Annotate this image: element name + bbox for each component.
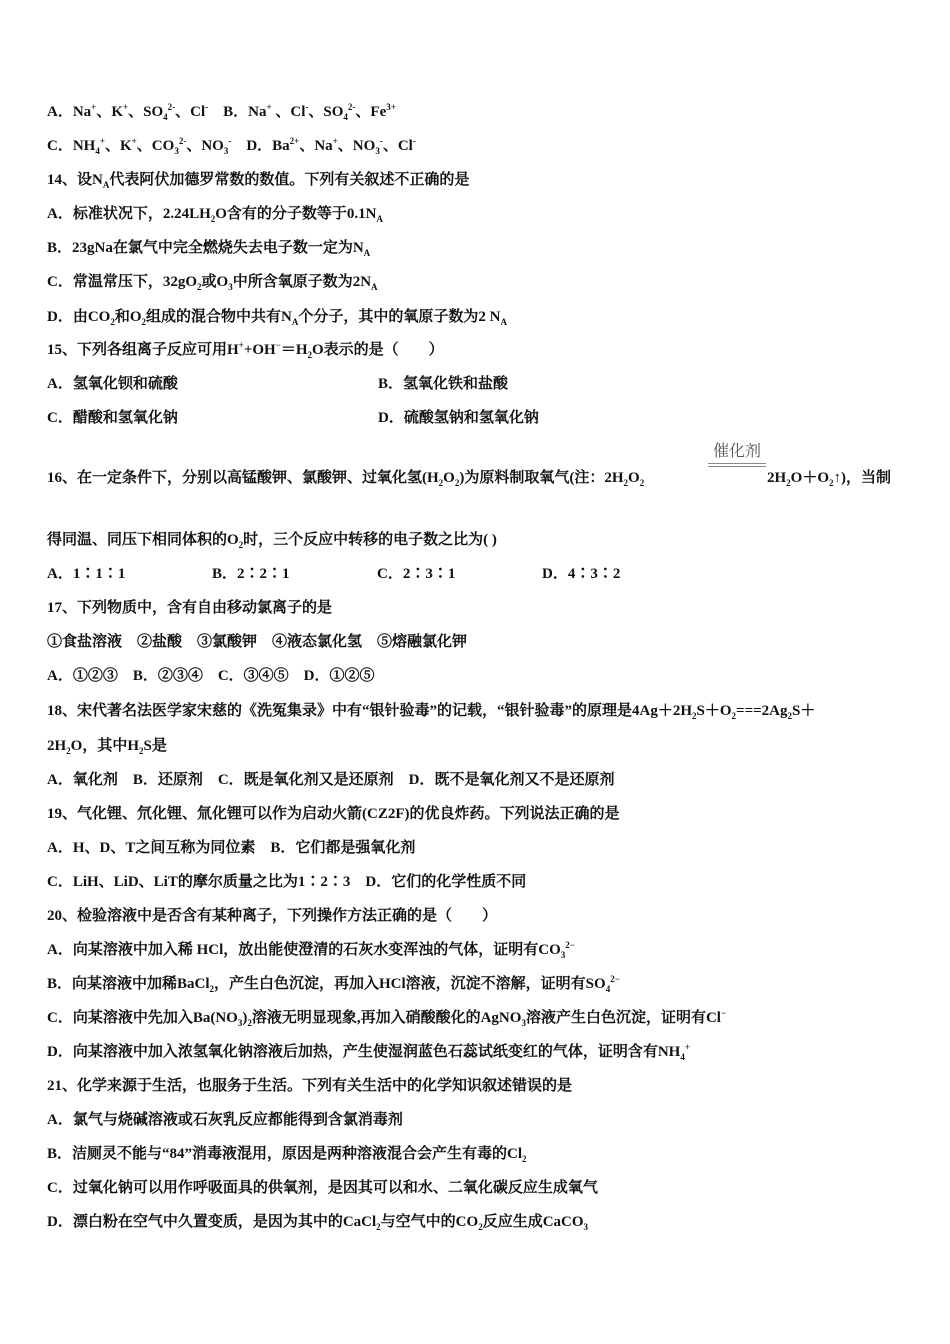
text-run xyxy=(542,564,620,584)
subscript: 2 xyxy=(829,478,834,488)
text-run xyxy=(47,272,378,292)
subscript: A xyxy=(371,282,378,292)
text: ↑)，当制 xyxy=(833,470,892,486)
subscript: A xyxy=(363,248,371,258)
text-run xyxy=(47,974,620,994)
text: A．氯气与烧碱溶液或石灰乳反应都能得到含氯消毒剂 xyxy=(47,1112,403,1128)
subscript: A xyxy=(102,180,110,190)
text-run xyxy=(47,204,383,224)
text: 2H xyxy=(47,738,67,754)
superscript: 2- xyxy=(178,136,187,146)
subscript: 2 xyxy=(623,478,629,488)
subscript: 3 xyxy=(521,1018,526,1028)
text: +OH xyxy=(243,342,276,358)
subscript: A xyxy=(291,317,299,327)
superscript: 2− xyxy=(610,974,620,984)
subscript: 3 xyxy=(375,146,380,156)
text-run xyxy=(47,838,415,858)
superscript: 2+ xyxy=(289,136,300,146)
subscript: 2 xyxy=(731,711,737,721)
text: 中所含氧原子数为2N xyxy=(232,274,372,290)
subscript: 4 xyxy=(605,984,611,994)
text: 18、宋代著名法医学家宋慈的《洗冤集录》中有“银针验毒”的记载，“银针验毒”的原理是4Ag＋2H xyxy=(47,703,693,719)
text-run xyxy=(47,804,620,824)
subscript: 2 xyxy=(438,478,444,488)
text: S＋O xyxy=(696,703,732,719)
text-run xyxy=(47,564,125,584)
subscript: 2 xyxy=(209,984,215,994)
subscript: 2 xyxy=(238,540,244,550)
text-run xyxy=(47,736,167,756)
subscript: 2 xyxy=(787,711,793,721)
text: 个分子，其中的氧原子数为2 N xyxy=(298,309,501,325)
text: 2H xyxy=(767,470,787,486)
text: O含有的分子数等于0.1N xyxy=(215,206,377,222)
subscript: A xyxy=(500,317,507,327)
superscript: + xyxy=(332,136,338,146)
subscript: 3 xyxy=(174,146,179,156)
subscript: 4 xyxy=(343,112,348,122)
text: 时，三个反应中转移的电子数之比为( ) xyxy=(243,532,497,548)
text: )为原料制取氧气(注：2H xyxy=(459,470,624,486)
text-run xyxy=(767,468,891,488)
text-run xyxy=(47,770,615,790)
superscript: - xyxy=(228,136,232,146)
text: 和O xyxy=(114,309,142,325)
text: 19、气化锂、氘化锂、氚化锂可以作为启动火箭(CZ2F)的优良炸药。下列说法正确的是 xyxy=(47,806,620,822)
subscript: 2 xyxy=(197,282,202,292)
text: O xyxy=(443,470,455,486)
text: ===2Ag xyxy=(736,703,788,719)
text: A．1∶1∶1 xyxy=(47,566,126,582)
text: 、SO xyxy=(308,104,344,120)
text-run xyxy=(47,1042,690,1062)
text-run xyxy=(47,632,467,652)
text: 、NO xyxy=(186,138,224,154)
text: D．漂白粉在空气中久置变质，是因为其中的CaCl xyxy=(47,1214,377,1230)
subscript: 2 xyxy=(66,746,71,756)
subscript: 2 xyxy=(141,317,147,327)
text: A．Na xyxy=(47,104,92,120)
superscript: + xyxy=(238,340,244,350)
text: 14、设N xyxy=(47,172,103,188)
text: 16、在一定条件下，分别以高锰酸钾、氯酸钾、过氧化氢(H xyxy=(47,470,439,486)
text: A．①②③ B．②③④ C．③④⑤ D．①②⑤ xyxy=(47,668,375,684)
text-run xyxy=(47,340,444,360)
text-run xyxy=(47,468,644,488)
superscript: - xyxy=(205,102,209,112)
text: C．过氧化钠可以用作呼吸面具的供氧剂，是因其可以和水、二氧化碳反应生成氧气 xyxy=(47,1180,598,1196)
text: C．NH xyxy=(47,138,96,154)
text-run xyxy=(47,307,507,327)
subscript: 2 xyxy=(110,317,115,327)
text: ) xyxy=(242,1010,248,1026)
text: D．Ba xyxy=(231,138,290,154)
text-run xyxy=(47,598,332,618)
text: ，产生白色沉淀，再加入HCl溶液，沉淀不溶解，证明有SO xyxy=(214,976,606,992)
text: 、K xyxy=(104,138,132,154)
superscript: 2− xyxy=(565,940,575,950)
superscript: - xyxy=(379,136,383,146)
superscript: + xyxy=(99,136,105,146)
text: A．标准状况下，2.24LH xyxy=(47,206,211,222)
text-run xyxy=(47,1178,598,1198)
text: D．由CO xyxy=(47,309,111,325)
text: ①食盐溶液 ②盐酸 ③氯酸钾 ④液态氯化氢 ⑤熔融氯化钾 xyxy=(47,634,468,650)
text: 溶液产生白色沉淀，证明有Cl xyxy=(525,1010,721,1026)
text: 、SO xyxy=(128,104,164,120)
equals-sign xyxy=(708,463,766,467)
text-run xyxy=(47,906,497,926)
superscript: 2- xyxy=(167,102,176,112)
text: O表示的是（ ） xyxy=(312,342,444,358)
text: B．洁厕灵不能与“84”消毒液混用，原因是两种溶液混合会产生有毒的Cl xyxy=(47,1146,523,1162)
superscript: - xyxy=(412,136,416,146)
text: 17、下列物质中，含有自由移动氯离子的是 xyxy=(47,600,333,616)
subscript: 2 xyxy=(210,214,216,224)
text: B．氢氧化铁和盐酸 xyxy=(378,376,509,392)
text: B．Na xyxy=(208,104,267,120)
text-run xyxy=(47,872,526,892)
text: ＝H xyxy=(280,342,308,358)
subscript: 2 xyxy=(786,478,791,488)
text: O＋O xyxy=(790,470,830,486)
text: 、Cl xyxy=(271,104,306,120)
text: S＋ xyxy=(792,703,816,719)
text: D．4∶3∶2 xyxy=(542,566,621,582)
text-run xyxy=(47,136,416,156)
subscript: 3 xyxy=(583,1222,589,1232)
text-run xyxy=(47,170,469,190)
subscript: 3 xyxy=(237,1018,243,1028)
subscript: 4 xyxy=(95,146,100,156)
text: C．醋酸和氢氧化钠 xyxy=(47,410,178,426)
subscript: A xyxy=(376,214,384,224)
text: 、K xyxy=(96,104,123,120)
text-run xyxy=(47,374,178,394)
superscript: - xyxy=(305,102,309,112)
text-run xyxy=(47,701,815,721)
text-run xyxy=(47,1212,588,1232)
subscript: 2 xyxy=(454,478,460,488)
subscript: 4 xyxy=(680,1052,685,1062)
subscript: 4 xyxy=(163,112,168,122)
subscript: 2 xyxy=(307,350,313,360)
text: C．向某溶液中先加入Ba(NO xyxy=(47,1010,238,1026)
superscript: + xyxy=(684,1042,690,1052)
subscript: 3 xyxy=(223,146,229,156)
catalyst-label: 催化剂 xyxy=(712,443,761,460)
text: 组成的混合物中共有N xyxy=(146,309,292,325)
text: A．H、D、T之间互称为同位素 B．它们都是强氧化剂 xyxy=(47,840,416,856)
subscript: 2 xyxy=(247,1018,252,1028)
subscript: 2 xyxy=(639,478,645,488)
text: 得同温、同压下相同体积的O xyxy=(47,532,239,548)
text: 或O xyxy=(201,274,229,290)
catalyst-arrow xyxy=(708,442,766,467)
text: 反应生成CaCO xyxy=(482,1214,584,1230)
text: B．2∶2∶1 xyxy=(212,566,290,582)
text: A．向某溶液中加入稀 HCl，放出能使澄清的石灰水变浑浊的气体，证明有CO xyxy=(47,942,561,958)
subscript: 2 xyxy=(139,746,144,756)
text: 20、检验溶液中是否含有某种离子，下列操作方法正确的是（ ） xyxy=(47,908,498,924)
text: D．硫酸氢钠和氢氧化钠 xyxy=(378,410,539,426)
superscript: 2- xyxy=(347,102,356,112)
text-run xyxy=(377,564,455,584)
text-run xyxy=(378,408,539,428)
superscript: 3+ xyxy=(386,102,396,112)
text-run xyxy=(47,940,575,960)
text-run xyxy=(47,666,375,686)
superscript: − xyxy=(720,1008,727,1018)
text: 、NO xyxy=(337,138,376,154)
text: 、Na xyxy=(299,138,333,154)
text-run xyxy=(47,530,497,550)
text: 、CO xyxy=(136,138,175,154)
text: 溶液无明显现象,再加入硝酸酸化的AgNO xyxy=(251,1010,522,1026)
superscript: + xyxy=(266,102,272,112)
text: C．2∶3∶1 xyxy=(377,566,456,582)
text: O xyxy=(628,470,640,486)
text-run xyxy=(378,374,508,394)
text: 15、下列各组离子反应可用H xyxy=(47,342,239,358)
text: 、Fe xyxy=(355,104,387,120)
text: S是 xyxy=(143,738,167,754)
subscript: 2 xyxy=(376,1222,381,1232)
superscript: − xyxy=(275,340,281,350)
text: B．23gNa在氯气中完全燃烧失去电子数一定为N xyxy=(47,240,364,256)
text-run xyxy=(47,238,370,258)
subscript: 2 xyxy=(522,1154,527,1164)
text: D．向某溶液中加入浓氢氧化钠溶液后加热，产生使湿润蓝色石蕊试纸变红的气体，证明含有NH xyxy=(47,1044,681,1060)
text: O，其中H xyxy=(70,738,140,754)
superscript: + xyxy=(131,136,137,146)
text: C．LiH、LiD、LiT的摩尔质量之比为1∶2∶3 D．它们的化学性质不同 xyxy=(47,874,527,890)
text-run xyxy=(47,1076,572,1096)
text: B．向某溶液中加稀BaCl xyxy=(47,976,210,992)
text: A．氢氧化钡和硫酸 xyxy=(47,376,178,392)
text: A．氧化剂 B．还原剂 C．既是氧化剂又是还原剂 D．既不是氧化剂又不是还原剂 xyxy=(47,772,615,788)
text-run xyxy=(47,1110,403,1130)
subscript: 3 xyxy=(560,950,566,960)
subscript: 3 xyxy=(228,282,233,292)
text: 21、化学来源于生活，也服务于生活。下列有关生活中的化学知识叙述错误的是 xyxy=(47,1078,573,1094)
superscript: + xyxy=(91,102,97,112)
text-run xyxy=(47,102,396,122)
text-run xyxy=(212,564,290,584)
text-run xyxy=(47,408,178,428)
text: 与空气中的CO xyxy=(380,1214,479,1230)
text: 、Cl xyxy=(175,104,206,120)
subscript: 2 xyxy=(478,1222,483,1232)
subscript: 2 xyxy=(692,711,697,721)
superscript: + xyxy=(122,102,129,112)
text-run xyxy=(47,1144,527,1164)
text: 代表阿伏加德罗常数的数值。下列有关叙述不正确的是 xyxy=(109,172,470,188)
text-run xyxy=(47,1008,726,1028)
text: 、Cl xyxy=(382,138,413,154)
text: C．常温常压下，32gO xyxy=(47,274,198,290)
